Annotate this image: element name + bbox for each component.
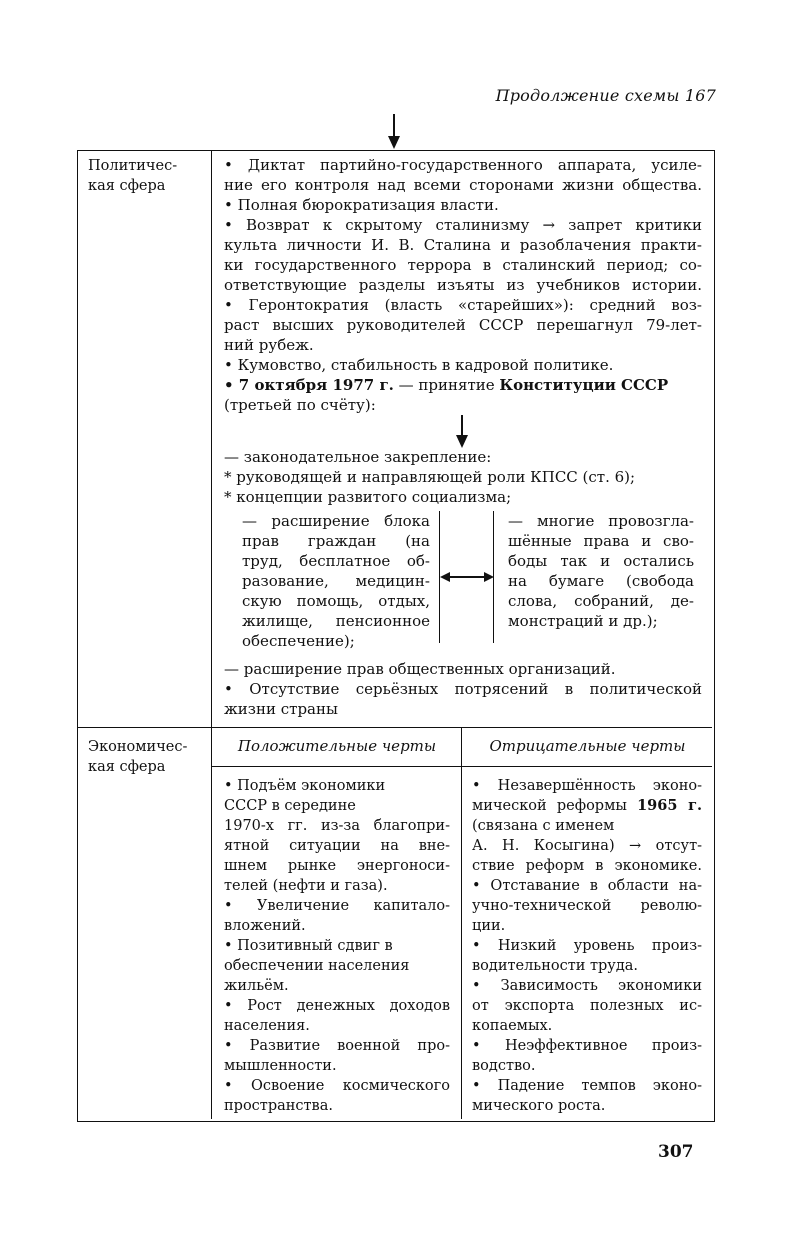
double-arrow-icon: [440, 569, 494, 585]
positive-features-list: • Подъём экономики СССР в середине 1970-х гг. из-за благопри- ятной ситуации на вне- шнем рынке энергоноси- телей (нефти и газа). • Увеличение капитало- вложений. • Позитивный сдвиг в обеспечении населения жильём. • Рост денежных доходов населения. • Развитие военной про- мышленности. • Освоение космического пространства.: [224, 778, 450, 1114]
label-column-divider: [211, 151, 212, 1119]
constitution-line: • 7 октября 1977 г. — принятие Конституции СССР: [224, 376, 669, 394]
scheme-table: [77, 150, 715, 1122]
economic-sphere-label: Экономичес- кая сфера: [88, 739, 188, 775]
page-number: 307: [658, 1142, 694, 1162]
economic-column-divider: [461, 727, 462, 1119]
box-divider-right: [493, 511, 494, 643]
political-sphere-label: Политичес- кая сфера: [88, 158, 178, 194]
political-bottom-text: — расширение прав общественных организаций. • Отсутствие серьёзных потрясений в политической жизни страны: [224, 660, 702, 718]
positive-features-header: Положительные черты: [237, 737, 437, 755]
legal-consolidation-text: — законодательное закрепление: * руководящей и направляющей роли КПСС (ст. 6); * концепции развитого социализма;: [224, 448, 636, 506]
down-arrow-icon: [453, 415, 471, 449]
row-divider: [78, 727, 712, 728]
negative-features-header: Отрицательные черты: [489, 737, 686, 755]
negative-features-list: • Незавершённость эконо- мической реформы 1965 г. (связана с именем А. Н. Косыгина) → отсут- ствие реформ в экономике. • Отставание в области на- учно-технической револю- ции. • Низкий уровень произ- водительности труда. • Зависимость экономики от экспорта полезных ис- копаемых. • Неэффективное произ- водство. • Падение темпов эконо- мического роста.: [472, 778, 702, 1114]
rights-expansion-box: — расширение блока прав граждан (на труд, бесплатное об- разование, медицин- скую помощь, отдых, жилище, пенсионное обеспечение);: [242, 512, 430, 650]
rights-on-paper-box: — многие провозгла- шённые права и сво- боды так и остались на бумаге (свобода слова, собраний, де- монстраций и др.);: [508, 512, 694, 630]
down-arrow-icon: [384, 114, 404, 150]
reform-1965-line: мической реформы 1965 г.: [472, 797, 702, 814]
scheme-continuation-caption: Продолжение схемы 167: [495, 86, 716, 105]
political-sphere-text: • Диктат партийно-государственного аппарата, усиле- ние его контроля над всеми сторонами жизни общества. • Полная бюрократизация власти. • Возврат к скрытому сталинизму → запрет критики культа личности И. В. Сталина и разоблачения практи- ки государственного террора в сталинский период; со- ответствующие разделы изъяты из учебников истории. • Геронтократия (власть «старейших»): средний воз- раст высших руководителей СССР перешагнул 79-лет- ний рубеж. • Кумовство, стабильность в кадровой политике. • 7 октября 1977 г. — принятие Конституции СССР (третьей по счёту):: [224, 156, 702, 414]
